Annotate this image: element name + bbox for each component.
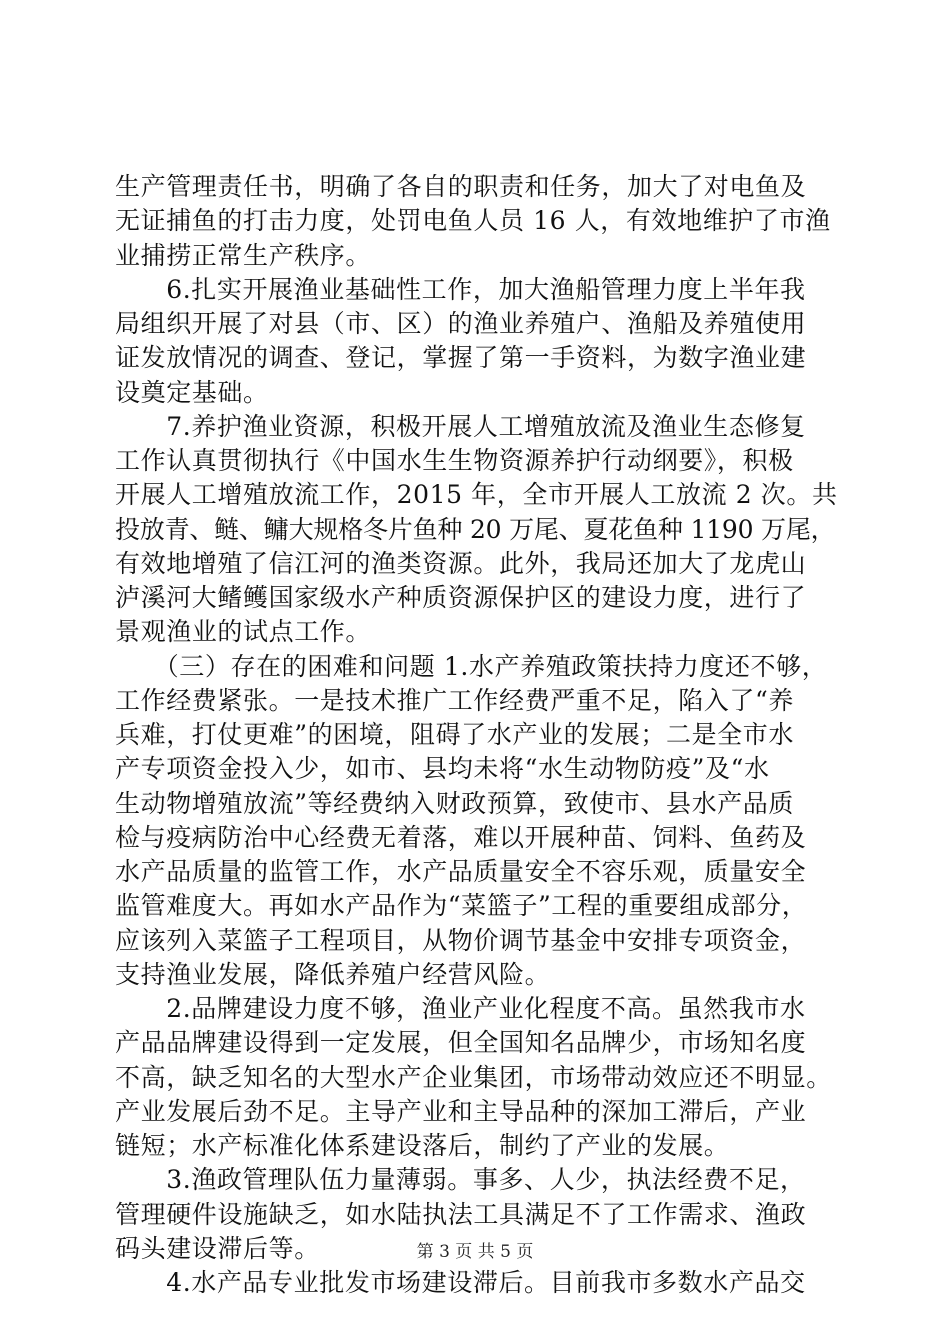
text-line: 6.扎实开展渔业基础性工作，加大渔船管理力度上半年我 (115, 274, 806, 304)
text-line: 3.渔政管理队伍力量薄弱。事多、人少，执法经费不足， (115, 1165, 806, 1195)
text-line: 管理硬件设施缺乏，如水陆执法工具满足不了工作需求、渔政 (115, 1199, 807, 1229)
text-line: 产品品牌建设得到一定发展，但全国知名品牌少，市场知名度 (115, 1028, 807, 1058)
text-line: 水产品质量的监管工作，水产品质量安全不容乐观，质量安全 (115, 857, 807, 886)
text-line: 码头建设滞后等。 (115, 1233, 320, 1263)
text-line: 监管难度大。再如水产品作为“菜篮子”工程的重要组成部分， (115, 891, 808, 921)
text-line: 景观渔业的试点工作。 (115, 617, 372, 647)
text-line: 不高，缺乏知名的大型水产企业集团，市场带动效应还不明显。 (115, 1062, 832, 1092)
text-line: 泸溪河大鳍鳠国家级水产种质资源保护区的建设力度，进行了 (115, 583, 807, 612)
page-footer: 第 3 页 共 5 页 (416, 1242, 534, 1262)
text-line: 兵难，打仗更难”的困境，阻碍了水产业的发展；二是全市水 (115, 720, 794, 749)
text-line: 证发放情况的调查、登记，掌握了第一手资料，为数字渔业建 (115, 343, 807, 373)
text-line: 业捕捞正常生产秩序。 (115, 240, 372, 270)
text-line: 支持渔业发展，降低养殖户经营风险。 (115, 959, 551, 989)
text-line: 产专项资金投入少，如市、县均未将“水生动物防疫”及“水 (115, 754, 770, 784)
text-line: 4.水产品专业批发市场建设滞后。目前我市多数水产品交 (115, 1268, 806, 1297)
text-line: 工作认真贯彻执行《中国水生生物资源养护行动纲要》，积极 (115, 446, 794, 475)
text-line: 开展人工增殖放流工作，2015 年，全市开展人工放流 2 次。共 (115, 480, 838, 510)
text-line: 检与疫病防治中心经费无着落，难以开展种苗、饲料、鱼药及 (115, 822, 807, 852)
text-line: 工作经费紧张。一是技术推广工作经费严重不足，陷入了“养 (115, 685, 794, 715)
text-line: 无证捕鱼的打击力度，处罚电鱼人员 16 人，有效地维护了市渔 (115, 206, 831, 236)
text-line: 设奠定基础。 (115, 377, 269, 407)
text-line: 局组织开展了对县（市、区）的渔业养殖户、渔船及养殖使用 (115, 309, 807, 338)
text-line: 链短；水产标准化体系建设落后，制约了产业的发展。 (115, 1131, 730, 1160)
text-line: 产业发展后劲不足。主导产业和主导品种的深加工滞后，产业 (115, 1096, 807, 1126)
text-line: 有效地增殖了信江河的渔类资源。此外，我局还加大了龙虎山 (115, 548, 807, 578)
text-line: 7.养护渔业资源，积极开展人工增殖放流及渔业生态修复 (115, 411, 806, 441)
text-line: （三）存在的困难和问题 1.水产养殖政策扶持力度还不够， (115, 651, 828, 681)
text-line: 投放青、鲢、鳙大规格冬片鱼种 20 万尾、夏花鱼种 1190 万尾， (115, 514, 836, 544)
text-line: 生动物增殖放流”等经费纳入财政预算，致使市、县水产品质 (115, 788, 794, 818)
text-line: 应该列入菜篮子工程项目，从物价调节基金中安排专项资金， (115, 925, 807, 955)
text-line: 2.品牌建设力度不够，渔业产业化程度不高。虽然我市水 (115, 994, 806, 1023)
text-line: 生产管理责任书，明确了各自的职责和任务，加大了对电鱼及 (115, 172, 807, 201)
